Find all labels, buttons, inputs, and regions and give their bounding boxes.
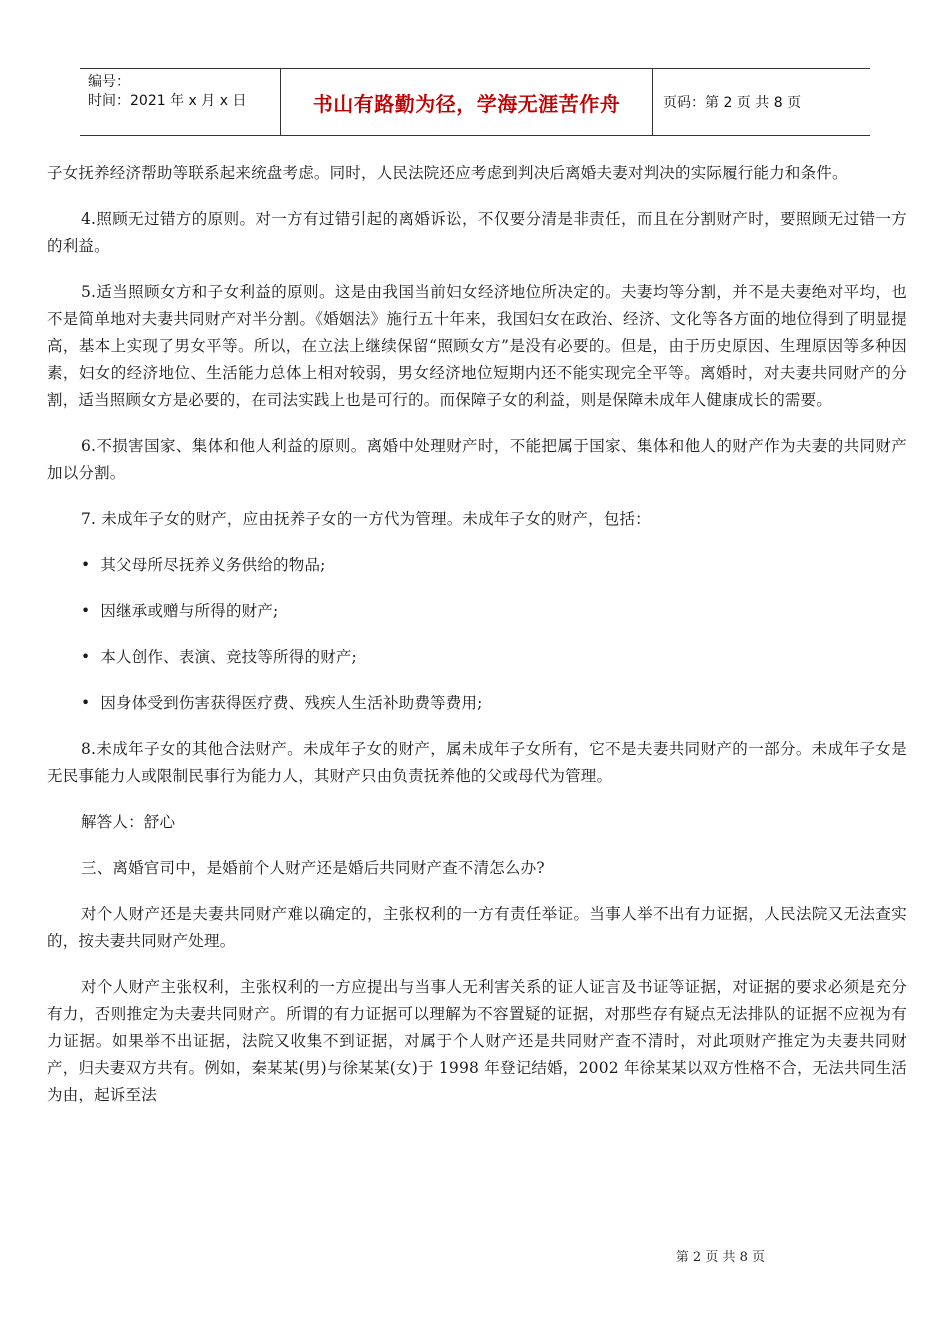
paragraph-item-7: 7. 未成年子女的财产，应由抚养子女的一方代为管理。未成年子女的财产，包括：: [81, 510, 651, 528]
paragraph-continuation: 子女抚养经济帮助等联系起来统盘考虑。同时，人民法院还应考虑到判决后离婚夫妻对判决的实际履行能力和条件。: [47, 164, 848, 182]
document-header: [80, 68, 870, 136]
paragraph-principle-4: 4.照顾无过错方的原则。对一方有过错引起的离婚诉讼，不仅要分清是非责任，而且在分割财产时，要照顾无过错一方的利益。: [47, 210, 907, 255]
document-body: [47, 160, 907, 1109]
header-page-info: 页码：第 2 页 共 8 页: [663, 95, 802, 111]
document-number-label: 编号：: [88, 74, 130, 90]
document-date-label: 时间：2021 年 x 月 x 日: [88, 93, 247, 109]
bullet-icon: •: [81, 556, 91, 574]
list-item-text: 因身体受到伤害获得医疗费、残疾人生活补助费等费用;: [100, 694, 483, 712]
paragraph-evidence: 对个人财产主张权利，主张权利的一方应提出与当事人无利害关系的证人证言及书证等证据，对证据的要求必须是充分有力，否则推定为夫妻共同财产。所谓的有力证据可以理解为不容置疑的证据，对那些存有疑点无法排队的证据不应视为有力证据。如果举不出证据，法院又收集不到证据，对属于个人财产还是共同财产查不清时，对此项财产推定为夫妻共同财产，归夫妻双方共有。例如，秦某某(男)与徐某某(女)于 1998 年登记结婚，2002 年徐某某以双方性格不合，无法共同生活为由，起诉至法: [47, 978, 907, 1104]
answerer-line: 解答人：舒心: [81, 813, 176, 831]
page-footer: 第 2 页 共 8 页: [675, 1250, 765, 1265]
bullet-icon: •: [81, 602, 91, 620]
paragraph-item-8: 8.未成年子女的其他合法财产。未成年子女的财产，属未成年子女所有，它不是夫妻共同财产的一部分。未成年子女是无民事能力人或限制民事行为能力人，其财产只由负责抚养他的父或母代为管理。: [47, 740, 907, 785]
list-item: [47, 644, 907, 671]
paragraph-principle-6: 6.不损害国家、集体和他人利益的原则。离婚中处理财产时，不能把属于国家、集体和他人的财产作为夫妻的共同财产加以分割。: [47, 437, 907, 482]
list-item: [47, 552, 907, 579]
bullet-icon: •: [81, 694, 91, 712]
list-item-text: 因继承或赠与所得的财产;: [100, 602, 279, 620]
paragraph-principle-5: 5.适当照顾女方和子女利益的原则。这是由我国当前妇女经济地位所决定的。夫妻均等分割，并不是夫妻绝对平均，也不是简单地对夫妻共同财产对半分割。《婚姻法》施行五十年来，我国妇女在政治、经济、文化等各方面的地位得到了明显提高，基本上实现了男女平等。所以，在立法上继续保留“照顾女方”是没有必要的。但是，由于历史原因、生理原因等多种因素，妇女的经济地位、生活能力总体上相对较弱，男女经济地位短期内还不能实现完全平等。离婚时，对夫妻共同财产的分割，适当照顾女方是必要的，在司法实践上也是可行的。而保障子女的利益，则是保障未成年人健康成长的需要。: [47, 283, 907, 409]
section-heading-3: 三、离婚官司中，是婚前个人财产还是婚后共同财产查不清怎么办?: [81, 859, 545, 877]
list-item: [47, 598, 907, 625]
list-item: [47, 690, 907, 717]
list-item-text: 其父母所尽抚养义务供给的物品;: [100, 556, 326, 574]
header-meta-cell: [80, 69, 281, 135]
header-motto: 书山有路勤为径，学海无涯苦作舟: [281, 69, 653, 135]
paragraph-burden-of-proof: 对个人财产还是夫妻共同财产难以确定的，主张权利的一方有责任举证。当事人举不出有力证据，人民法院又无法查实的，按夫妻共同财产处理。: [47, 905, 907, 950]
list-item-text: 本人创作、表演、竞技等所得的财产;: [100, 648, 357, 666]
bullet-icon: •: [81, 648, 91, 666]
